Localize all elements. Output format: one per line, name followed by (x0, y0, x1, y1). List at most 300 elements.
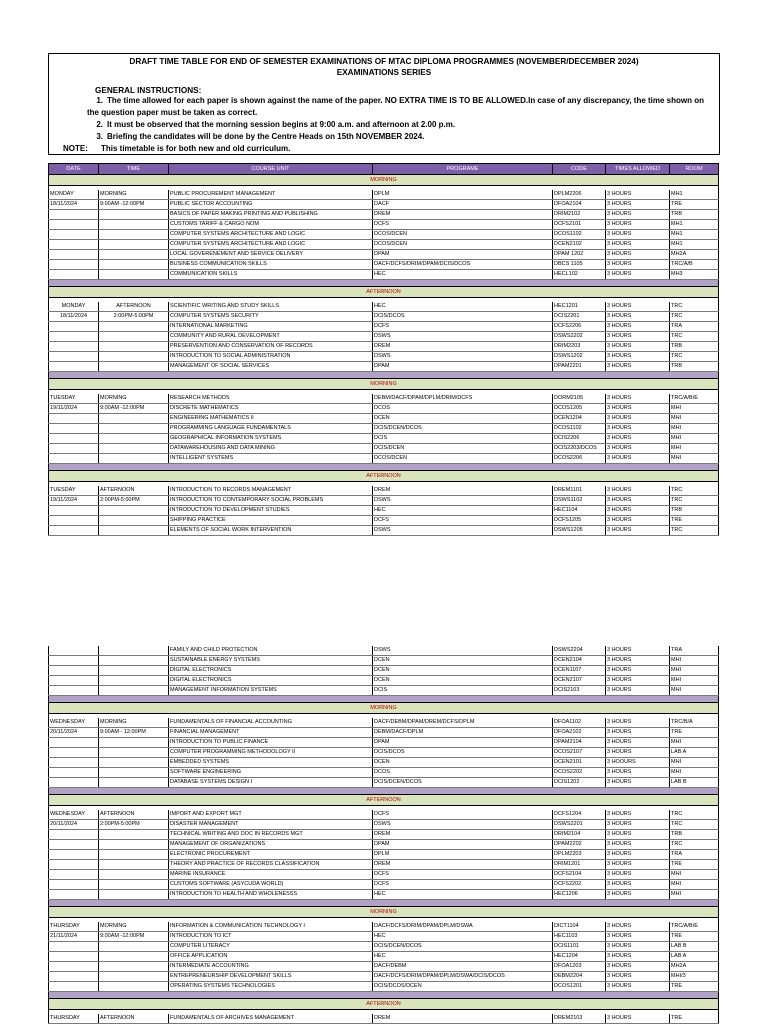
table-cell (49, 260, 99, 270)
table-cell: DREM (373, 830, 553, 840)
table-cell: 3 HOURS (606, 210, 670, 220)
table-cell: AFTERNOON (99, 302, 169, 312)
session-label: MORNING (49, 703, 719, 714)
table-row (49, 250, 719, 260)
table-cell (99, 952, 169, 962)
table-cell: DISASTER MANAGEMENT (169, 820, 373, 830)
table-cell (99, 424, 169, 434)
table-cell: COMPUTER LITERACY (169, 942, 373, 952)
table-cell: 3 HOURS (606, 260, 670, 270)
table-cell: 3 HOURS (606, 332, 670, 342)
table-cell: DCFS (373, 880, 553, 890)
title-line-1: DRAFT TIME TABLE FOR END OF SEMESTER EXAMINATIONS OF MTAC DIPLOMA PROGRAMMES (NOVEMBER/DECEMBER 2024) (129, 57, 639, 66)
header-programe: PROGRAME (373, 164, 553, 175)
table-cell: INTRODUCTION TO DEVELOPMENT STUDIES (169, 506, 373, 516)
table-cell: MHI (670, 656, 719, 666)
table-cell (49, 414, 99, 424)
table-row (49, 810, 719, 820)
table-cell (49, 362, 99, 372)
table-cell (49, 972, 99, 982)
table-cell: DICT1104 (553, 922, 606, 932)
table-cell: 3 HOURS (606, 1014, 670, 1024)
separator-cell (49, 992, 719, 999)
table-cell: EMBEDDED SYSTEMS (169, 758, 373, 768)
table-cell: 3 HOURS (606, 768, 670, 778)
table-cell: SCIENTIFIC WRITING AND STUDY SKILLS (169, 302, 373, 312)
table-cell (49, 666, 99, 676)
table-cell: DCIS2103 (553, 686, 606, 696)
table-cell: CUSTOMS SOFTWARE (ASYCUDA WORLD) (169, 880, 373, 890)
table-cell (99, 362, 169, 372)
table-cell: 2:00PM-5:00PM (99, 312, 169, 322)
table-cell: DCIS (373, 434, 553, 444)
table-cell: DCOS/DCEN (373, 454, 553, 464)
table-cell: DPAM (373, 738, 553, 748)
table-cell: DSWS (373, 332, 553, 342)
table-cell: DCEN (373, 676, 553, 686)
table-cell (49, 342, 99, 352)
separator-cell (49, 464, 719, 471)
table-cell (49, 444, 99, 454)
table-cell: TRC (670, 352, 719, 362)
table-cell: 3 HOURS (606, 850, 670, 860)
table-cell: TRB (670, 342, 719, 352)
table-cell: INTRODUCTION TO PUBLIC FINANCE (169, 738, 373, 748)
table-cell: DPAM2202 (553, 840, 606, 850)
table-cell: DCOS (373, 404, 553, 414)
table-cell: DPLM2206 (553, 190, 606, 200)
table-cell: COMPUTER PROGRAMMING METHODOLOGY II (169, 748, 373, 758)
table-cell: DPLM (373, 850, 553, 860)
table-row (49, 676, 719, 686)
table-cell: MHI (670, 890, 719, 900)
table-cell: AFTERNOON (99, 810, 169, 820)
table-row (49, 332, 719, 342)
table-cell (99, 260, 169, 270)
table-cell: TRC (670, 486, 719, 496)
table-cell (99, 738, 169, 748)
table-cell (49, 656, 99, 666)
table-cell: 3 HOURS (606, 666, 670, 676)
table-cell: DCIS (373, 686, 553, 696)
table-cell: TRC (670, 332, 719, 342)
table-cell (99, 972, 169, 982)
instruction-text: the question paper must be taken as correct. (87, 108, 258, 117)
separator-row (49, 280, 719, 287)
table-cell: INTERMEDIATE ACCOUNTING (169, 962, 373, 972)
table-cell: 3 HOURS (606, 738, 670, 748)
table-cell: TRC (670, 810, 719, 820)
table-cell (49, 962, 99, 972)
table-cell: HEC1103 (553, 932, 606, 942)
table-cell: 9:00AM - 12:00PM (99, 728, 169, 738)
table-cell: DREM (373, 210, 553, 220)
table-cell: PRESERVENTION AND CONSERVATION OF RECORDS (169, 342, 373, 352)
session-label: MORNING (49, 907, 719, 918)
table-row (49, 932, 719, 942)
table-row (49, 200, 719, 210)
session-label: MORNING (49, 379, 719, 390)
table-cell: MHI (670, 758, 719, 768)
table-row (49, 666, 719, 676)
session-label: AFTERNOON (49, 287, 719, 298)
table-cell: DREM (373, 486, 553, 496)
table-row (49, 352, 719, 362)
table-cell: 3 HOURS (606, 486, 670, 496)
table-cell: DCFS (373, 810, 553, 820)
table-cell (99, 444, 169, 454)
table-cell (99, 434, 169, 444)
timetable-header-box (48, 53, 720, 155)
table-cell: TUESDAY (49, 394, 99, 404)
table-row (49, 506, 719, 516)
table-cell: 3 HOURS (606, 516, 670, 526)
table-cell: 3 HOURS (606, 942, 670, 952)
table-cell: MORNING (99, 922, 169, 932)
table-cell: SOFTWARE ENGINEERING (169, 768, 373, 778)
table-cell: MHI (670, 768, 719, 778)
table-cell: TRC (670, 312, 719, 322)
table-cell: DCFS1205 (553, 516, 606, 526)
table-cell: HECL102 (553, 270, 606, 280)
table-cell: 3 HOURS (606, 952, 670, 962)
table-cell: TRC (670, 840, 719, 850)
session-label: AFTERNOON (49, 795, 719, 806)
timetable-page-2 (48, 646, 719, 1024)
header-date: DATE (49, 164, 99, 175)
table-cell: 3 HOURS (606, 322, 670, 332)
table-cell: MHI (670, 880, 719, 890)
separator-row (49, 788, 719, 795)
table-cell: DCFS2104 (553, 870, 606, 880)
table-row (49, 850, 719, 860)
table-row (49, 778, 719, 788)
table-cell: MHI (670, 676, 719, 686)
table-cell: DSWS (373, 496, 553, 506)
session-row (49, 907, 719, 918)
table-cell: DCIS1101 (553, 942, 606, 952)
table-cell (49, 952, 99, 962)
table-row (49, 952, 719, 962)
table-cell (99, 454, 169, 464)
table-cell (49, 646, 99, 656)
table-row (49, 686, 719, 696)
table-cell: TRC/A/B (670, 260, 719, 270)
table-cell: MHI (670, 414, 719, 424)
table-cell: OFFICE APPLICATION (169, 952, 373, 962)
table-cell: ELEMENTS OF SOCIAL WORK INTERVENTION (169, 526, 373, 536)
table-cell: HEC (373, 506, 553, 516)
table-row (49, 646, 719, 656)
header-code: CODE (553, 164, 606, 175)
table-cell: DEBM/DACF/DPAM/DPLM/DRIM/DCFS (373, 394, 553, 404)
table-row (49, 496, 719, 506)
table-cell: BASICS OF PAPER MAKING PRINTING AND PUBLISHING (169, 210, 373, 220)
table-cell: LAB B (670, 942, 719, 952)
table-cell: DSWS (373, 352, 553, 362)
table-cell: TRC (670, 302, 719, 312)
table-cell: 18/11/2024 (49, 312, 99, 322)
table-cell: 9:00AM -12:00PM (99, 932, 169, 942)
table-cell (99, 220, 169, 230)
table-cell: GEOGRAPHICAL INFORMATION SYSTEMS (169, 434, 373, 444)
table-cell: THURSDAY (49, 922, 99, 932)
table-cell: DCIS2201 (553, 312, 606, 322)
table-cell: 3 HOURS (606, 434, 670, 444)
table-row (49, 220, 719, 230)
table-cell (49, 880, 99, 890)
table-cell (49, 332, 99, 342)
session-label: AFTERNOON (49, 471, 719, 482)
table-cell: DORM2105 (553, 394, 606, 404)
instruction-text: The time allowed for each paper is shown against the name of the paper. NO EXTRA TIME IS TO BE ALLOWED.In case of any discrepancy, the time shown on (107, 96, 704, 105)
table-cell: DSWS (373, 820, 553, 830)
table-cell (99, 332, 169, 342)
table-cell: 3 HOURS (606, 728, 670, 738)
table-cell: MH1 (670, 190, 719, 200)
table-cell: LAB B (670, 778, 719, 788)
session-row (49, 379, 719, 390)
table-cell: TRE (670, 982, 719, 992)
table-cell: PUBLIC PROCUREMENT MANAGEMENT (169, 190, 373, 200)
table-cell: 3 HOURS (606, 190, 670, 200)
table-cell: DPLM (373, 190, 553, 200)
table-cell (99, 240, 169, 250)
table-cell (99, 516, 169, 526)
table-cell: DCFS1204 (553, 810, 606, 820)
table-cell (99, 342, 169, 352)
table-cell: DPAM (373, 250, 553, 260)
table-cell (49, 870, 99, 880)
table-cell (49, 830, 99, 840)
table-cell: DACF/DEBM (373, 962, 553, 972)
table-cell: FUNDAMENTALS OF FINANCIAL ACCOUNTING (169, 718, 373, 728)
table-cell: PROGRAMMING LANGUAGE FUNDAMENTALS (169, 424, 373, 434)
table-cell (49, 434, 99, 444)
table-cell: 3 HOURS (606, 860, 670, 870)
table-cell: FAMILY AND CHILD PROTECTION (169, 646, 373, 656)
table-cell: COMPUTER SYSTEMS ARCHITECTURE AND LOGIC (169, 240, 373, 250)
table-cell: MANAGEMENT OF SOCIAL SERVICES (169, 362, 373, 372)
table-cell: DPAM2104 (553, 738, 606, 748)
table-cell: DFOA1203 (553, 962, 606, 972)
table-cell: INTRODUCTION TO SOCIAL ADMINISTRATION (169, 352, 373, 362)
table-row (49, 1014, 719, 1024)
table-cell: TECHNICAL WRITING AND DOC IN RECORDS MGT (169, 830, 373, 840)
table-cell: TRE (670, 1014, 719, 1024)
table-cell: ENGINEERING MATHEMATICS II (169, 414, 373, 424)
table-cell: COMPUTER SYSTEMS SECURITY (169, 312, 373, 322)
table-cell: 3 HOURS (606, 270, 670, 280)
table-cell: DACF/DEBM/DPAM/DREM/DCFS/DPLM (373, 718, 553, 728)
table-cell: AFTERNOON (99, 486, 169, 496)
table-cell: DCOS/DCEN (373, 240, 553, 250)
table-row (49, 972, 719, 982)
table-row (49, 404, 719, 414)
table-cell: HEC (373, 302, 553, 312)
table-cell: TRE (670, 728, 719, 738)
table-cell (49, 526, 99, 536)
table-row (49, 342, 719, 352)
table-cell: 3 HOURS (606, 404, 670, 414)
table-row (49, 890, 719, 900)
table-cell: MONDAY (49, 302, 99, 312)
table-cell: DCFS (373, 220, 553, 230)
table-cell: INTRODUCTION TO CONTEMPORARY SOCIAL PROBLEMS (169, 496, 373, 506)
table-cell: DCIS/DCEN (373, 444, 553, 454)
table-cell: COMMUNICATION SKILLS (169, 270, 373, 280)
table-cell: DCIS/DCOS (373, 312, 553, 322)
table-cell (49, 210, 99, 220)
table-row (49, 434, 719, 444)
table-cell: DCOS1102 (553, 230, 606, 240)
table-row (49, 880, 719, 890)
table-cell: DPLM2203 (553, 850, 606, 860)
header-room: ROOM (670, 164, 719, 175)
table-cell (49, 250, 99, 260)
separator-row (49, 372, 719, 379)
table-cell: DACF (373, 200, 553, 210)
table-cell: MONDAY (49, 190, 99, 200)
table-row (49, 414, 719, 424)
table-cell: DREM2103 (553, 1014, 606, 1024)
table-cell: DSWS2201 (553, 820, 606, 830)
table-cell: AFTERNOON (99, 1014, 169, 1024)
table-cell: 20/11/2024 (49, 728, 99, 738)
table-cell (99, 758, 169, 768)
table-cell (99, 526, 169, 536)
table-cell: 9:00AM -12:00PM (99, 404, 169, 414)
table-cell: HEC (373, 270, 553, 280)
table-cell: DSWS (373, 646, 553, 656)
separator-cell (49, 372, 719, 379)
table-cell: SUSTAINABLE ENERGY SYSTEMS (169, 656, 373, 666)
table-cell (99, 890, 169, 900)
table-cell: TRA (670, 646, 719, 656)
table-cell: HEC (373, 952, 553, 962)
table-cell (99, 666, 169, 676)
table-row (49, 270, 719, 280)
table-cell: DSWS1202 (553, 352, 606, 362)
table-cell: DFOA2104 (553, 200, 606, 210)
table-row (49, 260, 719, 270)
table-cell: DCEN (373, 414, 553, 424)
table-cell: DREM1101 (553, 486, 606, 496)
table-cell: 3 HOURS (606, 362, 670, 372)
title-line-2: EXAMINATIONS SERIES (336, 68, 432, 77)
table-cell: DRIM2102 (553, 210, 606, 220)
table-cell: DPAM (373, 362, 553, 372)
table-row (49, 860, 719, 870)
table-cell: DSWS (373, 526, 553, 536)
table-row (49, 312, 719, 322)
table-cell: 3 HOURS (606, 220, 670, 230)
table-cell: DBCS 1105 (553, 260, 606, 270)
table-cell: PUBLIC SECTOR ACCOUNTING (169, 200, 373, 210)
table-cell (49, 860, 99, 870)
table-cell: DCOS1205 (553, 404, 606, 414)
table-cell: HEC1201 (553, 302, 606, 312)
table-cell (49, 424, 99, 434)
table-row (49, 830, 719, 840)
table-cell: LAB A (670, 952, 719, 962)
table-cell: 3 HOURS (606, 982, 670, 992)
separator-cell (49, 280, 719, 287)
note-line (63, 144, 719, 154)
table-cell: FUNDAMENTALS OF ARCHIVES MANAGEMENT (169, 1014, 373, 1024)
table-cell: DACF/DCFS/DRIM/DPAM/DPLM/DSWA (373, 922, 553, 932)
table-cell: MH2A (670, 962, 719, 972)
table-cell: DIGITAL ELECTRONICS (169, 676, 373, 686)
table-cell (49, 454, 99, 464)
table-cell: DCFS2202 (553, 880, 606, 890)
table-cell: DCFS (373, 870, 553, 880)
table-cell: DPAM 1202 (553, 250, 606, 260)
table-cell (99, 322, 169, 332)
table-row (49, 820, 719, 830)
table-cell: THURSDAY (49, 1014, 99, 1024)
table-cell (99, 270, 169, 280)
session-label: MORNING (49, 175, 719, 186)
instruction-item (87, 95, 711, 107)
table-cell: DRIM2104 (553, 830, 606, 840)
table-cell: DCFS2206 (553, 322, 606, 332)
table-cell: TRC/B/A (670, 718, 719, 728)
table-cell: DISCRETE MATHEMATICS (169, 404, 373, 414)
table-cell (49, 676, 99, 686)
table-cell (99, 860, 169, 870)
table-cell: DSWS2202 (553, 332, 606, 342)
table-cell: ELECTRONIC PROCUREMENT (169, 850, 373, 860)
table-cell: DCFS (373, 322, 553, 332)
table-cell: INFORMATION & COMMUNICATION TECHNOLOGY I (169, 922, 373, 932)
separator-cell (49, 788, 719, 795)
table-cell: IMPORT AND EXPORT MGT (169, 810, 373, 820)
table-cell: TRC/A/B/E (670, 394, 719, 404)
table-cell: 3 HOURS (606, 972, 670, 982)
table-cell: ENTREPRENEURSHIP DEVELOPMENT SKILLS (169, 972, 373, 982)
table-row (49, 240, 719, 250)
table-cell: MANAGEMENT OF ORGANIZATIONS (169, 840, 373, 850)
table-cell: DFOA1102 (553, 718, 606, 728)
table-cell: 3 HOURS (606, 870, 670, 880)
table-cell: DREM (373, 860, 553, 870)
table-cell: 19/11/2024 (49, 404, 99, 414)
table-cell (49, 240, 99, 250)
table-cell: TRE (670, 200, 719, 210)
table-cell: COMPUTER SYSTEMS ARCHITECTURE AND LOGIC (169, 230, 373, 240)
header-time: TIME (99, 164, 169, 175)
separator-row (49, 464, 719, 471)
table-cell: 3 HOURS (606, 200, 670, 210)
table-cell: INTELLIGENT SYSTEMS (169, 454, 373, 464)
table-cell: 3 HOURS (606, 962, 670, 972)
table-row (49, 656, 719, 666)
table-cell: 3 HOURS (606, 496, 670, 506)
table-cell (49, 778, 99, 788)
table-cell: 3 HOURS (606, 830, 670, 840)
table-cell (99, 768, 169, 778)
session-row (49, 287, 719, 298)
table-cell: 9:00AM -12:00PM (99, 200, 169, 210)
table-cell: 3 HOURS (606, 922, 670, 932)
table-cell: TRC (670, 496, 719, 506)
table-cell: DEBM/DACF/DPLM (373, 728, 553, 738)
table-row (49, 230, 719, 240)
instruction-number: 3. (96, 132, 103, 141)
timetable-body-page-2 (49, 646, 719, 1024)
table-cell: MHI (670, 444, 719, 454)
